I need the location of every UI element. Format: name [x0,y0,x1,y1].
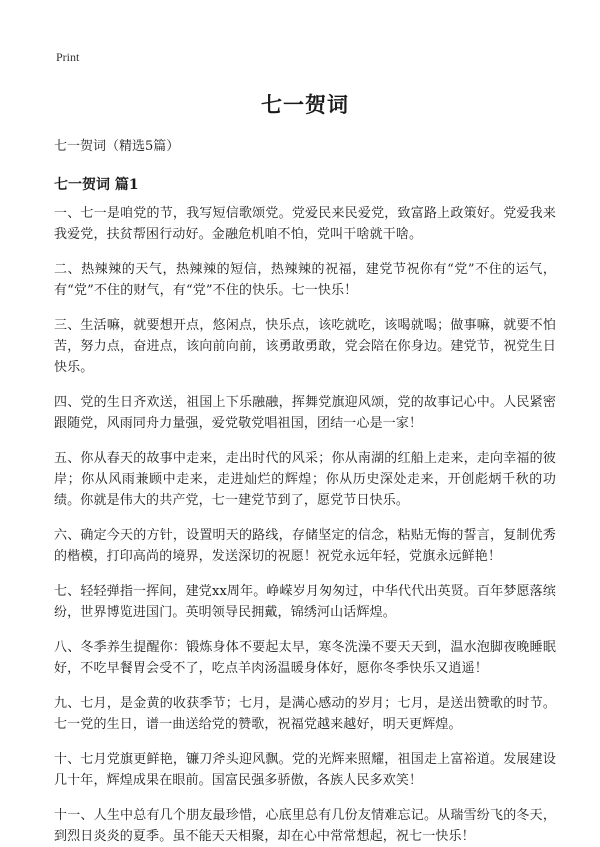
paragraph: 二、热辣辣的天气，热辣辣的短信，热辣辣的祝福，建党节祝你有“党”不住的运气，有“党”不住的财气，有“党”不住的快乐。七一快乐！ [54,262,556,298]
paragraph: 十一、人生中总有几个朋友最珍惜，心底里总有几份友情难忘记。从瑞雪纷飞的冬天，到烈日炎炎的夏季。虽不能天天相聚，却在心中常常想起，祝七一快乐！ [54,808,556,844]
paragraph: 三、生活嘛，就要想开点，悠闲点，快乐点，该吃就吃，该喝就喝；做事嘛，就要不怕苦，努力点，奋进点，该向前向前，该勇敢勇敢，党会陪在你身边。建党节，祝党生日快乐。 [54,318,556,375]
section-heading: 七一贺词 篇1 [54,177,139,193]
paragraph: 八、冬季养生提醒你：锻炼身体不要起太早，寒冬洗澡不要天天到，温水泡脚夜晚睡眠好，不吃早餐胃会受不了，吃点羊肉汤温暖身体好，愿你冬季快乐又逍遥！ [54,640,556,676]
paragraph: 一、七一是咱党的节，我写短信歌颂党。党爱民来民爱党，致富路上政策好。党爱我来我爱党，扶贫帮困行动好。金融危机咱不怕，党叫干啥就干啥。 [54,206,556,242]
print-link[interactable]: Print [56,50,80,64]
paragraph: 六、确定今天的方针，设置明天的路线，存储坚定的信念，粘贴无悔的誓言，复制优秀的楷模，打印高尚的境界，发送深切的祝愿！祝党永远年轻，党旗永远鲜艳！ [54,528,556,564]
document-subtitle: 七一贺词（精选5篇） [54,139,180,154]
paragraph-list [54,203,556,847]
page-title: 七一贺词 [261,92,349,117]
paragraph: 十、七月党旗更鲜艳，镰刀斧头迎风飘。党的光辉来照耀，祖国走上富裕道。发展建设几十年，辉煌成果在眼前。国富民强多骄傲，各族人民多欢笑！ [54,752,556,788]
paragraph: 四、党的生日齐欢送，祖国上下乐融融，挥舞党旗迎风颂，党的故事记心中。人民紧密跟随党，风雨同舟力量强，爱党敬党唱祖国，团结一心是一家！ [54,395,556,431]
paragraph: 五、你从春天的故事中走来，走出时代的风采；你从南湖的红船上走来，走向幸福的彼岸；你从风雨兼顾中走来，走进灿烂的辉煌；你从历史深处走来，开创彪炳千秋的功绩。你就是伟大的共产党，七一建党节到了，愿党节日快乐。 [54,451,556,508]
paragraph: 九、七月，是金黄的收获季节；七月，是满心感动的岁月；七月，是送出赞歌的时节。七一党的生日，谱一曲送给党的赞歌，祝福党越来越好，明天更辉煌。 [54,696,556,732]
paragraph: 七、轻轻弹指一挥间，建党xx周年。峥嵘岁月匆匆过，中华代代出英贤。百年梦愿落缤纷，世界博览进国门。英明领导民拥戴，锦绣河山话辉煌。 [54,584,556,620]
